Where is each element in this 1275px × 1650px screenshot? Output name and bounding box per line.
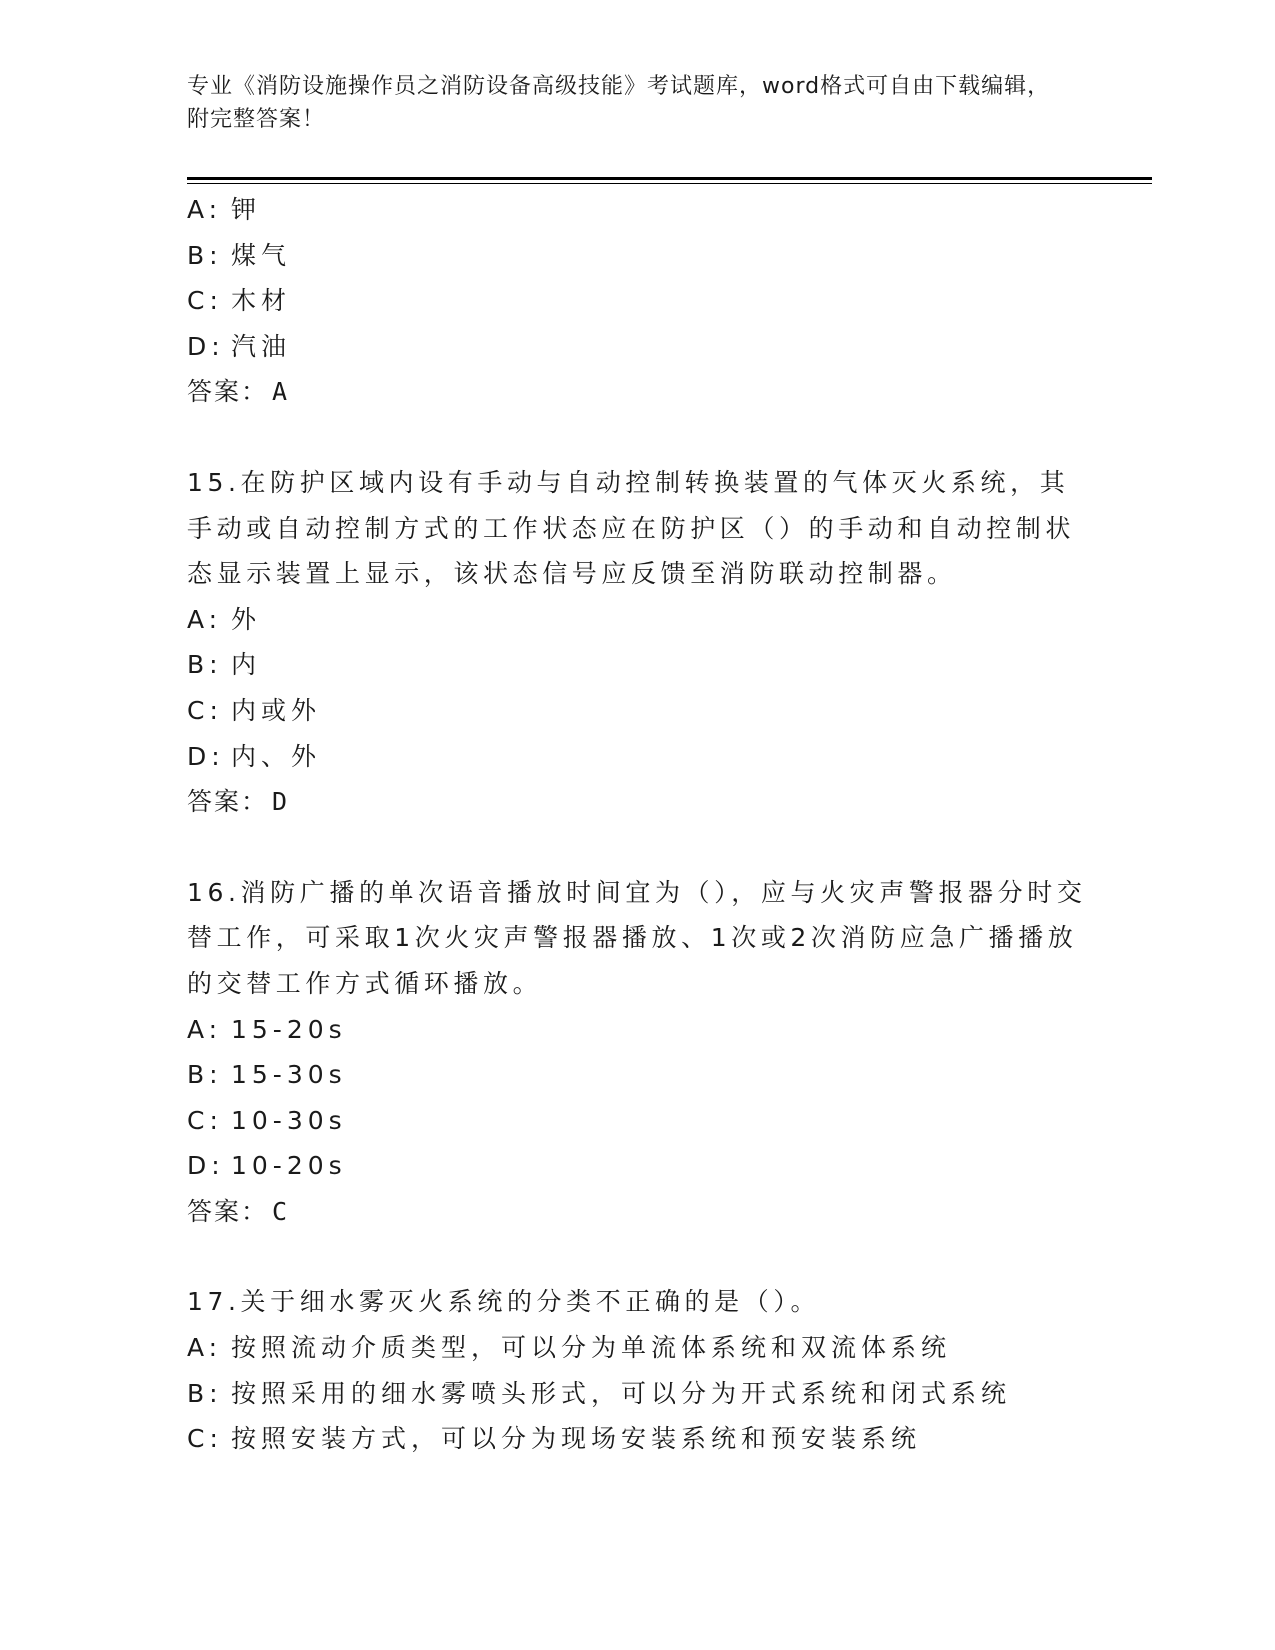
answer-line (187, 369, 1087, 415)
option-text: 内 (231, 650, 262, 680)
option-c (187, 1416, 1087, 1462)
answer-label: 答案： (187, 1196, 269, 1226)
option-text: 木材 (231, 286, 292, 316)
option-b (187, 1052, 1087, 1098)
option-text: 15-20s (231, 1014, 347, 1044)
question-stem: 16.消防广播的单次语音播放时间宜为（），应与火灾声警报器分时交替工作，可采取1次火灾声警报器播放、1次或2次消防应急广播播放的交替工作方式循环播放。 (187, 877, 1087, 998)
option-label: D: (187, 331, 225, 361)
option-d (187, 324, 1087, 370)
option-text: 内或外 (231, 695, 322, 725)
header-divider-thin (187, 183, 1152, 184)
option-label: A: (187, 1014, 223, 1044)
option-b (187, 1371, 1087, 1417)
option-c (187, 688, 1087, 734)
option-label: B: (187, 650, 223, 680)
answer-label: 答案： (187, 787, 269, 817)
question-stem: 15.在防护区域内设有手动与自动控制转换装置的气体灭火系统，其手动或自动控制方式的工作状态应在防护区（）的手动和自动控制状态显示装置上显示，该状态信号应反馈至消防联动控制器。 (187, 467, 1076, 589)
question-block (187, 870, 1087, 1235)
answer-label: 答案： (187, 377, 269, 407)
option-text: 10-30s (231, 1105, 347, 1135)
question-list (187, 187, 1087, 1462)
option-text: 15-30s (231, 1060, 347, 1090)
option-text: 内、外 (231, 741, 322, 771)
option-text: 钾 (231, 195, 262, 224)
question-block (187, 460, 1087, 825)
option-label: A: (187, 195, 223, 224)
option-label: B: (187, 240, 223, 270)
option-label: C: (187, 1424, 223, 1454)
option-label: B: (187, 1060, 223, 1090)
option-b (187, 233, 1087, 279)
option-text: 煤气 (231, 240, 292, 270)
option-label: D: (187, 1151, 225, 1181)
option-a (187, 187, 1087, 233)
answer-value: C (272, 1196, 290, 1226)
option-label: C: (187, 1105, 223, 1135)
option-a (187, 1007, 1087, 1053)
answer-line (187, 1189, 1087, 1235)
option-a (187, 597, 1087, 643)
option-text: 按照流动介质类型，可以分为单流体系统和双流体系统 (231, 1333, 952, 1363)
header-divider-thick (187, 177, 1152, 180)
option-text: 外 (231, 604, 262, 634)
option-text: 10-20s (231, 1151, 347, 1181)
answer-line (187, 779, 1087, 825)
option-c (187, 1098, 1087, 1144)
option-label: B: (187, 1378, 223, 1408)
question-block (187, 1279, 1087, 1461)
option-label: C: (187, 286, 223, 316)
option-d (187, 1143, 1087, 1189)
option-label: D: (187, 741, 225, 771)
option-label: A: (187, 1333, 223, 1363)
document-header: 专业《消防设施操作员之消防设备高级技能》考试题库，word格式可自由下载编辑，附完整答案！ (187, 74, 1051, 132)
option-text: 按照采用的细水雾喷头形式，可以分为开式系统和闭式系统 (231, 1378, 1012, 1408)
answer-value: D (272, 787, 290, 817)
option-a (187, 1325, 1087, 1371)
option-text: 按照安装方式，可以分为现场安装系统和预安装系统 (231, 1424, 922, 1454)
answer-value: A (272, 377, 290, 407)
question-stem: 17.关于细水雾灭火系统的分类不正确的是（）。 (187, 1287, 821, 1317)
option-c (187, 278, 1087, 324)
option-label: C: (187, 695, 223, 725)
question-block (187, 187, 1087, 415)
option-text: 汽油 (231, 331, 292, 361)
option-b (187, 642, 1087, 688)
option-label: A: (187, 604, 223, 634)
option-d (187, 734, 1087, 780)
